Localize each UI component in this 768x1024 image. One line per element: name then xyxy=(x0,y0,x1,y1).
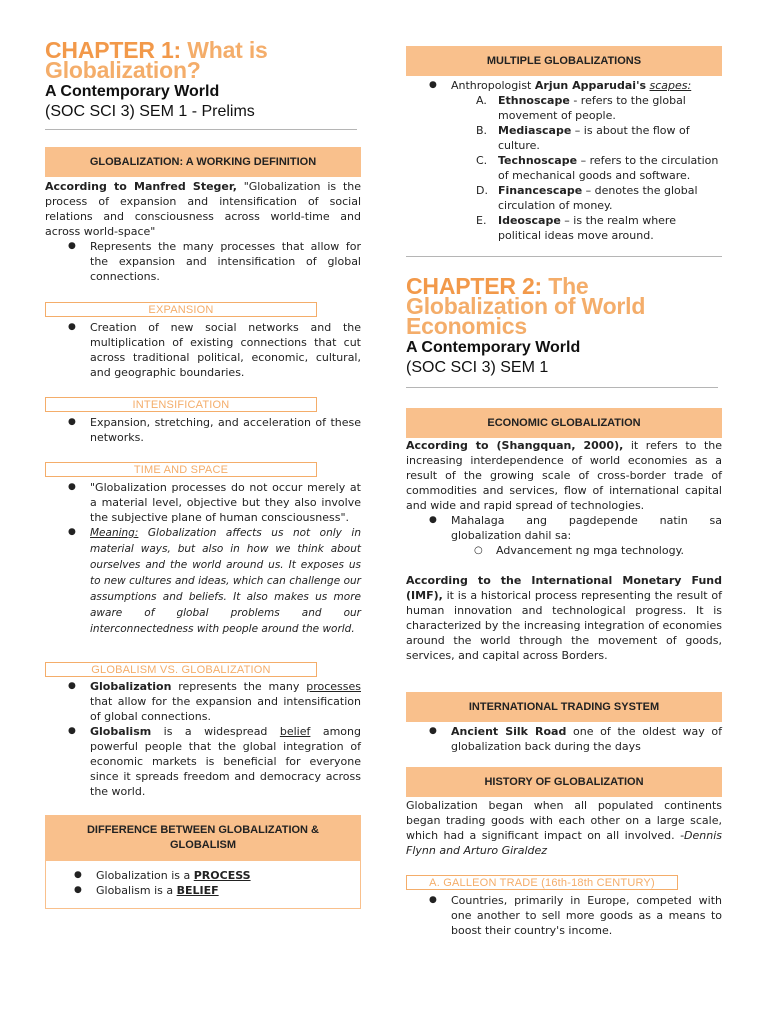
scape-description: - refers to the global movement of people. xyxy=(498,94,686,122)
difference-box xyxy=(45,815,361,909)
working-definition-header: GLOBALIZATION: A WORKING DEFINITION xyxy=(45,147,361,177)
imf-label: According to the International Monetary Fund (IMF), xyxy=(406,574,722,602)
silk-road-bullet xyxy=(451,724,722,754)
time-space-header: TIME AND SPACE xyxy=(45,462,317,477)
working-definition-bullet: ● Represents the many processes that allow for the expansion and intensification of global connections. xyxy=(90,239,361,284)
chapter1-course: (SOC SCI 3) SEM 1 - Prelims xyxy=(45,103,255,120)
globalism-bullet xyxy=(90,724,361,799)
scape-letter: B. xyxy=(476,124,488,137)
chapter2-course: (SOC SCI 3) SEM 1 xyxy=(406,359,549,376)
apparudai-text: Anthropologist xyxy=(451,79,535,92)
scape-description: – denotes the global circulation of money. xyxy=(498,184,698,212)
chapter2-subject: A Contemporary World xyxy=(406,339,581,356)
scapes-list xyxy=(406,93,722,243)
scape-item xyxy=(476,183,722,213)
globalization-text-a: represents the many xyxy=(171,680,307,693)
chapter2-divider xyxy=(406,387,718,388)
belief-caps-word: BELIEF xyxy=(176,884,219,897)
galleon-bullet: ● Countries, primarily in Europe, competed with one another to sell more goods as a means to boost their country's income. xyxy=(451,893,722,938)
scape-item xyxy=(476,213,722,243)
chapter1-title-rest: What is xyxy=(187,37,268,63)
trading-system-section xyxy=(406,724,722,754)
chapter1-divider xyxy=(45,129,357,130)
working-definition-section xyxy=(45,179,361,284)
scape-letter: A. xyxy=(476,94,487,107)
globalism-header: GLOBALISM VS. GLOBALIZATION xyxy=(45,662,317,677)
chapter2-title-line2: Globalization of World xyxy=(406,293,646,319)
expansion-header: EXPANSION xyxy=(45,302,317,317)
economic-globalization-section xyxy=(406,438,722,663)
history-header: HISTORY OF GLOBALIZATION xyxy=(406,767,722,797)
scape-item xyxy=(476,153,722,183)
scape-term: Ethnoscape xyxy=(498,94,570,107)
shangquan-text: it refers to the increasing interdependence of world economies as a result of the growing scale of cross-border trade of commodities and services, flow of international capital and wide and rapid spread of technologies. xyxy=(406,439,722,512)
imf-text: it is a historical process representing the result of human innovation and technological progress. It is characterized by the increasing integration of economies around the world through the movement of goods, services, and capital across Borders. xyxy=(406,589,722,662)
process-text: Globalization is a xyxy=(96,869,194,882)
chapter1-prefix: CHAPTER 1: xyxy=(45,37,182,63)
scape-term: Mediascape xyxy=(498,124,572,137)
galleon-trade-section xyxy=(406,893,722,938)
globalism-text-b: among powerful people that the global integration of economic markets is beneficial for everyone since it spreads freedom and democracy across the world. xyxy=(90,725,361,798)
globalization-text-b: that allow for the expansion and intensification of global connections. xyxy=(90,695,361,723)
chapter2-title xyxy=(406,273,722,339)
meaning-text: Globalization affects us not only in material ways, but also in how we think about ourselves and the world around us. It exposes us to new cultures and ideas, which can challenge our assumptions and beliefs. It also makes us more aware of global problems and our interconnectedness with people around the world. xyxy=(90,527,361,635)
mahalaga-bullet: ● Mahalaga ang pagdepende natin sa globalization dahil sa: xyxy=(451,513,722,543)
multiple-globalizations-header: MULTIPLE GLOBALIZATIONS xyxy=(406,46,722,76)
difference-list xyxy=(45,861,361,909)
multiple-divider xyxy=(406,256,722,257)
apparudai-lead xyxy=(451,78,722,93)
apparudai-name: Arjun Apparudai's xyxy=(534,79,646,92)
scape-description: – is the realm where political ideas move around. xyxy=(498,214,676,242)
chapter1-subject: A Contemporary World xyxy=(45,83,220,100)
difference-header-line2: GLOBALISM xyxy=(170,839,236,851)
time-space-quote: ● "Globalization processes do not occur merely at a material level, objective but they also involve the subjective plane of human consciousness". xyxy=(90,480,361,525)
scape-letter: C. xyxy=(476,154,488,167)
history-section xyxy=(406,798,722,858)
intensification-header: INTENSIFICATION xyxy=(45,397,317,412)
expansion-bullet: ● Creation of new social networks and the multiplication of existing connections that cut across traditional political, economic, cultural, and geographic boundaries. xyxy=(90,320,361,380)
scape-letter: E. xyxy=(476,214,487,227)
chapter2-title-line3: Economics xyxy=(406,313,527,339)
galleon-trade-header: A. GALLEON TRADE (16th-18th CENTURY) xyxy=(406,875,678,890)
difference-header-line1: DIFFERENCE BETWEEN GLOBALIZATION & xyxy=(86,824,319,836)
chapter2-heading xyxy=(406,273,722,378)
processes-word: processes xyxy=(306,680,361,693)
history-paragraph xyxy=(406,798,722,858)
chapter1-title xyxy=(45,37,361,83)
multiple-globalizations-section xyxy=(406,78,722,243)
scape-letter: D. xyxy=(476,184,488,197)
belief-text: Globalism is a xyxy=(96,884,177,897)
steger-label: According to Manfred Steger, xyxy=(45,180,237,193)
shangquan-label: According to (Shangquan, 2000), xyxy=(406,439,624,452)
silk-road-text: one of the oldest way of globalization back during the days xyxy=(451,725,722,753)
time-space-meaning xyxy=(90,525,361,637)
globalism-section xyxy=(45,679,361,799)
chapter1-title-line2: Globalization? xyxy=(45,57,201,83)
difference-header xyxy=(45,815,361,861)
scape-term: Technoscape xyxy=(498,154,578,167)
steger-quote: "Globalization is the process of expansion and intensification of social relations and consciousness across world-time and across world-space" xyxy=(45,180,361,238)
economic-globalization-header: ECONOMIC GLOBALIZATION xyxy=(406,408,722,438)
chapter2-title-rest: The xyxy=(548,273,589,299)
difference-item-process xyxy=(96,868,350,883)
scape-term: Ideoscape xyxy=(498,214,561,227)
chapter1-heading xyxy=(45,37,361,122)
globalism-term: Globalism xyxy=(90,725,152,738)
globalization-bullet xyxy=(90,679,361,724)
intensification-bullet: ● Expansion, stretching, and acceleration of these networks. xyxy=(90,415,361,445)
intensification-section xyxy=(45,415,361,445)
shangquan-paragraph xyxy=(406,438,722,513)
globalization-term: Globalization xyxy=(90,680,172,693)
scape-item xyxy=(476,123,722,153)
time-space-section xyxy=(45,480,361,637)
history-text: Globalization began when all populated continents began trading goods with each other on a large scale, which had a significant impact on all involved. xyxy=(406,799,722,842)
scape-term: Financescape xyxy=(498,184,583,197)
steger-definition xyxy=(45,179,361,239)
scape-item xyxy=(476,93,722,123)
globalism-text-a: is a widespread xyxy=(151,725,280,738)
history-citation: -Dennis Flynn and Arturo Giraldez xyxy=(406,829,722,857)
expansion-section xyxy=(45,320,361,380)
imf-paragraph xyxy=(406,573,722,663)
difference-item-belief xyxy=(96,883,350,898)
chapter2-prefix: CHAPTER 2: xyxy=(406,273,543,299)
trading-system-header: INTERNATIONAL TRADING SYSTEM xyxy=(406,692,722,722)
belief-word: belief xyxy=(279,725,311,738)
scape-description: – is about the flow of culture. xyxy=(498,124,690,152)
process-word: PROCESS xyxy=(193,869,251,882)
scape-description: – refers to the circulation of mechanical goods and software. xyxy=(498,154,719,182)
silk-road-term: Ancient Silk Road xyxy=(451,725,567,738)
scapes-word: scapes: xyxy=(649,79,692,92)
meaning-label: Meaning: xyxy=(90,527,139,539)
advancement-sub-bullet: ○ Advancement ng mga technology. xyxy=(496,543,722,558)
